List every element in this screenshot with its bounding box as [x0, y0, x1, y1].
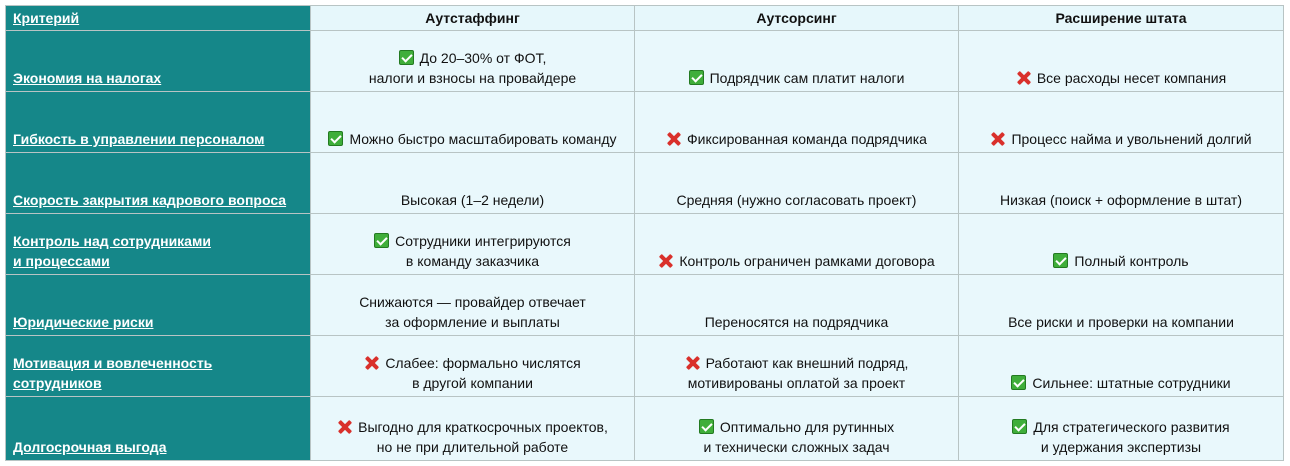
cross-icon — [685, 355, 700, 370]
check-icon — [689, 70, 704, 85]
cell-text: Сильнее: штатные сотрудники — [1032, 375, 1231, 391]
outstaffing-cell[interactable] — [311, 336, 635, 397]
criterion-text: Контроль над сотрудниками — [13, 233, 211, 249]
criterion-cell[interactable]: Гибкость в управлении персоналом — [6, 92, 311, 153]
cell-text: Для стратегического развития — [1033, 419, 1230, 435]
comparison-sheet — [5, 5, 1284, 461]
cell-text: Оптимально для рутинных — [719, 419, 895, 435]
cell-text: Контроль ограничен рамками договора — [679, 253, 935, 269]
criterion-cell[interactable]: Экономия на налогах — [6, 31, 311, 92]
cell-text: за оформление и выплаты — [385, 314, 560, 330]
criterion-text: и процессами — [13, 253, 110, 269]
cell-text: и удержания экспертизы — [1040, 439, 1202, 455]
cross-icon — [364, 355, 379, 370]
header-criterion[interactable]: Критерий — [6, 6, 311, 31]
outstaffing-cell[interactable] — [311, 214, 635, 275]
cell-text: Работают как внешний подряд, — [705, 355, 909, 371]
check-icon — [328, 131, 343, 146]
cell-text: До 20–30% от ФОТ, — [419, 50, 547, 66]
outsourcing-cell[interactable] — [635, 92, 959, 153]
cross-icon — [658, 253, 673, 268]
cell-text: в другой компании — [412, 375, 533, 391]
table-row — [6, 153, 1284, 214]
outsourcing-cell[interactable] — [635, 31, 959, 92]
outstaffing-cell[interactable] — [311, 31, 635, 92]
outstaffing-cell[interactable] — [311, 153, 635, 214]
staff-expansion-cell[interactable] — [959, 92, 1284, 153]
header-staff-expansion[interactable]: Расширение штата — [959, 6, 1284, 31]
cell-text: Можно быстро масштабировать команду — [349, 131, 617, 147]
table-row — [6, 336, 1284, 397]
staff-expansion-cell[interactable] — [959, 275, 1284, 336]
check-icon — [699, 419, 714, 434]
cell-text: Выгодно для краткосрочных проектов, — [358, 419, 608, 435]
criterion-cell[interactable] — [6, 214, 311, 275]
cell-text: Подрядчик сам платит налоги — [709, 70, 905, 86]
criterion-cell[interactable] — [6, 336, 311, 397]
outsourcing-cell[interactable] — [635, 275, 959, 336]
table-row — [6, 275, 1284, 336]
cell-text: Полный контроль — [1074, 253, 1189, 269]
cell-text: налоги и взносы на провайдере — [368, 70, 577, 86]
staff-expansion-cell[interactable] — [959, 31, 1284, 92]
cell-text: Низкая (поиск + оформление в штат) — [999, 192, 1243, 208]
cross-icon — [337, 419, 352, 434]
outsourcing-cell[interactable] — [635, 214, 959, 275]
criterion-text: сотрудников — [13, 375, 102, 391]
staff-expansion-cell[interactable] — [959, 336, 1284, 397]
staff-expansion-cell[interactable] — [959, 214, 1284, 275]
criterion-cell[interactable]: Долгосрочная выгода — [6, 397, 311, 461]
outsourcing-cell[interactable] — [635, 336, 959, 397]
outsourcing-cell[interactable] — [635, 153, 959, 214]
table-row — [6, 92, 1284, 153]
staff-expansion-cell[interactable] — [959, 153, 1284, 214]
cell-text: и технически сложных задач — [703, 439, 890, 455]
cell-text: Переносятся на подрядчика — [704, 314, 889, 330]
check-icon — [1012, 419, 1027, 434]
cross-icon — [1016, 70, 1031, 85]
outsourcing-cell[interactable] — [635, 397, 959, 461]
staff-expansion-cell[interactable] — [959, 397, 1284, 461]
outstaffing-cell[interactable] — [311, 275, 635, 336]
criterion-text: Мотивация и вовлеченность — [13, 355, 213, 371]
cell-text: Высокая (1–2 недели) — [400, 192, 545, 208]
table-row — [6, 397, 1284, 461]
cell-text: Процесс найма и увольнений долгий — [1011, 131, 1252, 147]
cell-text: Сотрудники интегрируются — [395, 233, 571, 249]
check-icon — [1053, 253, 1068, 268]
check-icon — [374, 233, 389, 248]
cell-text: Все расходы несет компания — [1036, 70, 1227, 86]
header-outsourcing[interactable]: Аутсорсинг — [635, 6, 959, 31]
cross-icon — [666, 131, 681, 146]
cell-text: Слабее: формально числятся — [385, 355, 581, 371]
comparison-table — [5, 5, 1284, 461]
table-row — [6, 31, 1284, 92]
cell-text: мотивированы оплатой за проект — [687, 375, 906, 391]
outstaffing-cell[interactable] — [311, 92, 635, 153]
check-icon — [1011, 375, 1026, 390]
cell-text: в команду заказчика — [405, 253, 540, 269]
table-row — [6, 214, 1284, 275]
criterion-cell[interactable]: Скорость закрытия кадрового вопроса — [6, 153, 311, 214]
cell-text: Фиксированная команда подрядчика — [687, 131, 927, 147]
criterion-cell[interactable]: Юридические риски — [6, 275, 311, 336]
header-row — [6, 6, 1284, 31]
cell-text: Средняя (нужно согласовать проект) — [676, 192, 917, 208]
cell-text: Снижаются — провайдер отвечает — [359, 294, 586, 310]
outstaffing-cell[interactable] — [311, 397, 635, 461]
cross-icon — [990, 131, 1005, 146]
cell-text: но не при длительной работе — [376, 439, 569, 455]
cell-text: Все риски и проверки на компании — [1008, 314, 1234, 330]
check-icon — [399, 50, 414, 65]
header-outstaffing[interactable]: Аутстаффинг — [311, 6, 635, 31]
